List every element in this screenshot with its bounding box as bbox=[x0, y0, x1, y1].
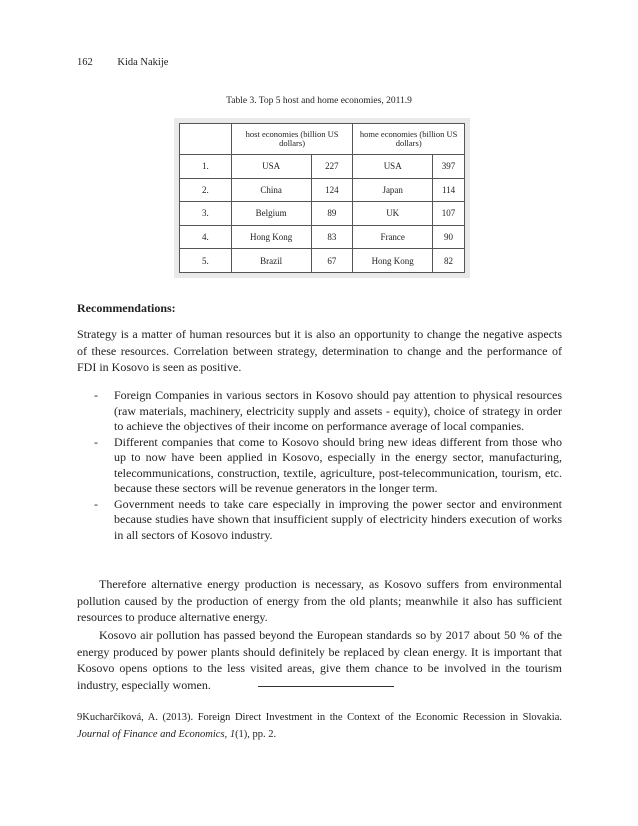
home-economy-cell: France bbox=[353, 225, 433, 249]
running-author: Kida Nakije bbox=[117, 57, 169, 68]
list-item-text: Foreign Companies in various sectors in Kosovo should pay attention to physical resources (raw materials, machinery, electricity supply and assets - equity), choice of strategy in order to achieve the objectives of their income on performance average of local companies. bbox=[114, 388, 562, 433]
footnote bbox=[77, 709, 562, 743]
recommendation-list bbox=[94, 388, 562, 543]
list-item bbox=[94, 388, 562, 435]
paragraph-alternative-energy: Therefore alternative energy production is necessary, as Kosovo suffers from environmental pollution caused by the production of energy from the old plants; meanwhile it also has sufficient resources to produce alternative energy. bbox=[77, 577, 562, 624]
host-value-cell: 124 bbox=[311, 178, 353, 202]
footnote-separator bbox=[258, 686, 394, 687]
footnote-volume: 1 bbox=[229, 729, 236, 740]
home-value-cell: 107 bbox=[433, 202, 465, 226]
header-empty-cell bbox=[180, 124, 232, 155]
rank-cell: 2. bbox=[180, 178, 232, 202]
bullet-marker: - bbox=[94, 434, 98, 449]
host-economy-cell: China bbox=[231, 178, 311, 202]
host-value-cell: 227 bbox=[311, 155, 353, 179]
table-row bbox=[180, 225, 465, 249]
host-economies-header: host economies (billion US dollars) bbox=[231, 124, 353, 155]
economies-table bbox=[179, 123, 465, 273]
home-value-cell: 90 bbox=[433, 225, 465, 249]
footnote-journal: Journal of Finance and Economics, bbox=[77, 729, 228, 740]
table-row bbox=[180, 249, 465, 273]
home-economies-header: home economies (billion US dollars) bbox=[353, 124, 465, 155]
table-row bbox=[180, 178, 465, 202]
table-figure bbox=[174, 118, 470, 278]
bullet-marker: - bbox=[94, 388, 98, 402]
home-value-cell: 397 bbox=[433, 155, 465, 179]
home-economy-cell: Japan bbox=[353, 178, 433, 202]
table-header-row bbox=[180, 124, 465, 155]
home-economy-cell: UK bbox=[353, 202, 433, 226]
list-item bbox=[94, 435, 562, 497]
footnote-text: 9Kucharčíková, A. (2013). Foreign Direct Investment in the Context of the Economic Recession in Slovakia. bbox=[77, 712, 562, 723]
home-economy-cell: Hong Kong bbox=[353, 249, 433, 273]
bullet-marker: - bbox=[94, 496, 98, 511]
table-row bbox=[180, 155, 465, 179]
list-item bbox=[94, 497, 562, 544]
host-economy-cell: Hong Kong bbox=[231, 225, 311, 249]
page-number: 162 bbox=[77, 57, 93, 68]
host-value-cell: 83 bbox=[311, 225, 353, 249]
recommendations-heading: Recommendations: bbox=[77, 301, 176, 315]
page-header bbox=[77, 57, 168, 68]
host-value-cell: 67 bbox=[311, 249, 353, 273]
table-row bbox=[180, 202, 465, 226]
footnote-pages: (1), pp. 2. bbox=[235, 729, 277, 740]
rank-cell: 3. bbox=[180, 202, 232, 226]
host-value-cell: 89 bbox=[311, 202, 353, 226]
list-item-text: Different companies that come to Kosovo should bring new ideas different from those who up to now have been applied in Kosovo, especially in the energy sector, manufacturing, telecommunications, construction, textile, agriculture, post-telecommunication, tourism, etc. because these sectors will be revenue generators in the longer term. bbox=[114, 434, 562, 495]
rank-cell: 4. bbox=[180, 225, 232, 249]
paragraph-air-pollution: Kosovo air pollution has passed beyond the European standards so by 2017 about 50 % of the energy produced by power plants should definitely be replaced by clean energy. It is important that Kosovo opens options to the less visited areas, give them chance to be involved in the tourism industry, especially women. bbox=[77, 628, 562, 692]
host-economy-cell: USA bbox=[231, 155, 311, 179]
host-economy-cell: Belgium bbox=[231, 202, 311, 226]
host-economy-cell: Brazil bbox=[231, 249, 311, 273]
home-value-cell: 114 bbox=[433, 178, 465, 202]
home-value-cell: 82 bbox=[433, 249, 465, 273]
rank-cell: 1. bbox=[180, 155, 232, 179]
paragraph-strategy: Strategy is a matter of human resources but it is also an opportunity to change the negative aspects of these resources. Correlation between strategy, determination to change and the performance of FDI in Kosovo is seen as positive. bbox=[77, 327, 562, 374]
table-caption: Table 3. Top 5 host and home economies, 2011.9 bbox=[226, 96, 412, 106]
home-economy-cell: USA bbox=[353, 155, 433, 179]
rank-cell: 5. bbox=[180, 249, 232, 273]
list-item-text: Government needs to take care especially in improving the power sector and environment because studies have shown that insufficient supply of electricity hinders execution of works in all sectors of Kosovo industry. bbox=[114, 496, 562, 542]
